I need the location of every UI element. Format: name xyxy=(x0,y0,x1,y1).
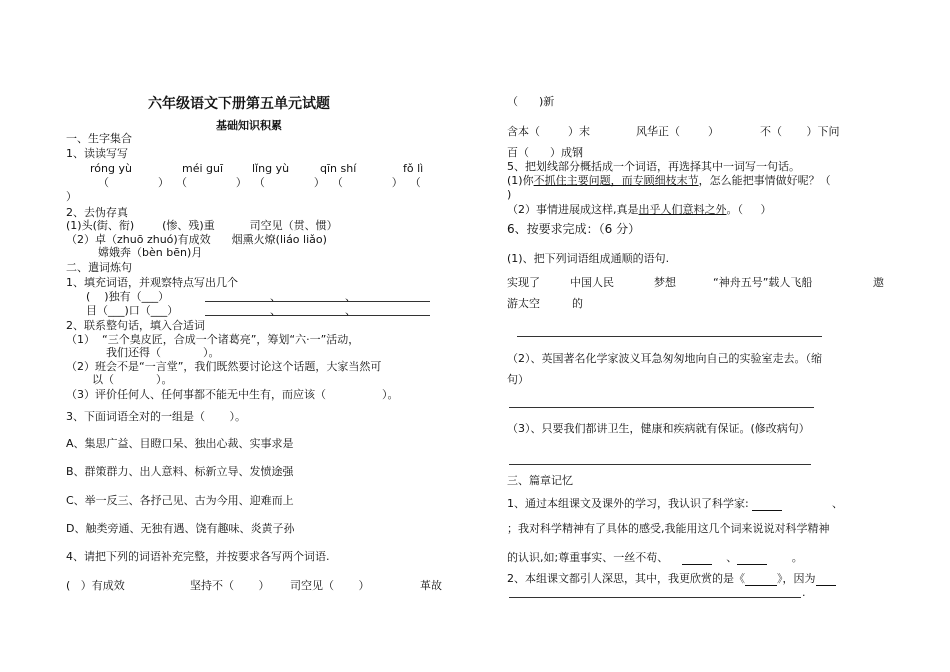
fill-words-row-1: ( )独有（___） xyxy=(86,290,170,303)
answer-blank[interactable] xyxy=(752,497,782,511)
answer-line[interactable] xyxy=(205,315,430,316)
separator-mark: 、 xyxy=(270,290,281,303)
option-b[interactable]: B、群策群力、出人意料、标新立导、发愤途强 xyxy=(66,465,294,478)
scientists-separator: 、 xyxy=(832,497,843,510)
sentence-1-line-a: （1） “三个臭皮匠，合成一个诸葛亮”，筹划“六·一”活动， xyxy=(66,333,360,346)
order-word-1: 实现了 xyxy=(507,276,540,289)
sentence-3: （3）评价任何人、任何事都不能无中生有，而应该（ ）。 xyxy=(66,388,399,401)
question-complete-words: 4、请把下列的词语补充完整，并按要求各写两个词语. xyxy=(66,550,330,563)
fill-words-row-2: 目（___)口（___） xyxy=(86,304,179,317)
summarize-sentence-2: （2）事情进展成这样,真是出乎人们意料之外。（ ） xyxy=(507,203,772,216)
answer-line[interactable] xyxy=(517,336,822,337)
question-correct-characters: 2、去伪存真 xyxy=(66,206,128,219)
order-word-2: 中国人民 xyxy=(570,276,614,289)
question-choose-group: 3、下面词语全对的一组是（ ）。 xyxy=(66,410,246,423)
word-item-2: 坚持不（ ） xyxy=(190,579,270,592)
word-item-fenghua: 风华正（ ） xyxy=(636,125,719,138)
section-three-heading: 三、篇章记忆 xyxy=(507,474,573,487)
summarize-sentence-1-close: ) xyxy=(507,188,512,201)
order-word-5: 遨 xyxy=(873,276,884,289)
order-word-4: “神舟五号”载人飞船 xyxy=(713,276,813,289)
word-item-benmo: 含本（ ）末 xyxy=(507,125,590,138)
summarize-sentence-1: (1)你不抓住主要问题，而专顾细枝末节，怎么能把事情做好呢？（ xyxy=(507,174,831,187)
option-c[interactable]: C、举一反三、各抒己见、古为今用、迎难而上 xyxy=(66,494,294,507)
word-item-xiawen: 不（ ）下问 xyxy=(760,125,840,138)
sentence-2-line-a: （2）班会不是“一言堂”，我们既然要讨论这个话题，大家当然可 xyxy=(66,360,382,373)
page-title: 六年级语文下册第五单元试题 xyxy=(148,96,330,112)
question-read-write: 1、读读写写 xyxy=(66,147,128,160)
question-requirements: 6、按要求完成：（6 分） xyxy=(507,222,641,236)
scientific-spirit-words: 的认识,如;尊重事实、一丝不苟、 、 。 xyxy=(507,551,803,564)
word-item-chenggang: 百（ ）成钢 xyxy=(507,146,583,159)
answer-blank[interactable] xyxy=(816,572,836,586)
answer-line[interactable] xyxy=(509,407,814,408)
question-shorten-end: 句） xyxy=(507,373,529,386)
question-favorite-text: 2、本组课文都引人深思，其中，我更欣赏的是《 》，因为 xyxy=(507,572,836,586)
correct-characters-line-2: （2）卓（zhuō zhuó)有成效 烟熏火燎(liáo liǎo) xyxy=(66,233,327,246)
pinyin-answer-boxes[interactable]: （ ） （ ） （ ） （ ） （ xyxy=(98,176,421,189)
pinyin-3: lǐng yù xyxy=(252,162,290,175)
correct-characters-line-3: 嫦娥奔（bèn bēn)月 xyxy=(98,246,203,259)
separator-mark: 、 xyxy=(345,290,356,303)
answer-line[interactable] xyxy=(205,301,430,302)
pinyin-2: méi guī xyxy=(182,162,224,175)
separator-mark: 、 xyxy=(270,304,281,317)
order-word-7: 的 xyxy=(572,297,583,310)
section-subtitle: 基础知识积累 xyxy=(216,119,282,132)
answer-line[interactable] xyxy=(509,464,811,465)
answer-blank[interactable] xyxy=(737,551,767,565)
answer-blank[interactable] xyxy=(682,551,712,565)
answer-blank[interactable] xyxy=(745,572,777,586)
question-summarize: 5、把划线部分概括成一个词语，再选择其中一词写一句话。 xyxy=(507,160,800,173)
section-one-heading: 一、生字集合 xyxy=(66,132,132,145)
underlined-phrase: 出乎人们意料之外 xyxy=(638,203,727,216)
pinyin-5: fǒ lì xyxy=(403,162,424,175)
option-d[interactable]: D、触类旁通、无独有遇、饶有趣味、炎黄子孙 xyxy=(66,522,295,535)
question-fix-sentence: （3）、只要我们都讲卫生，健康和疾病就有保证。(修改病句） xyxy=(507,422,810,435)
pinyin-1: róng yù xyxy=(90,162,132,175)
word-item-4: 革故 xyxy=(420,579,442,592)
word-item-1: ( ）有成效 xyxy=(66,579,125,592)
sentence-2-line-b: 以（ ）。 xyxy=(92,373,173,386)
question-fill-sentence: 2、联系整句话，填入合适词 xyxy=(66,319,205,332)
sentence-1-line-b: 我们还得（ ）。 xyxy=(106,346,220,359)
answer-line[interactable] xyxy=(509,597,801,598)
pinyin-answer-close: ） xyxy=(66,190,77,203)
order-word-3: 梦想 xyxy=(654,276,676,289)
underlined-phrase: 不抓住主要问题，而专顾细枝末节 xyxy=(533,174,699,187)
correct-characters-line-1: (1)头(街、衔) (惨、残)重 司空见（贯、惯） xyxy=(66,219,338,232)
order-word-6: 游太空 xyxy=(507,297,540,310)
pinyin-4: qīn shí xyxy=(320,162,357,175)
separator-mark: 、 xyxy=(345,304,356,317)
word-item-xin: （ )新 xyxy=(507,95,555,108)
question-shorten: （2）、英国著名化学家波义耳急匆匆地向自己的实验室走去。（缩 xyxy=(507,352,822,365)
question-fill-words: 1、填充词语，并观察特点写出几个 xyxy=(66,276,238,289)
scientific-spirit-line: ；我对科学精神有了具体的感受,我能用这几个词来说说对科学精神 xyxy=(507,522,830,535)
section-two-heading: 二、遣词炼句 xyxy=(66,261,132,274)
question-scientists: 1、通过本组课文及课外的学习，我认识了科学家: xyxy=(507,497,782,511)
question-order-words: (1)、把下列词语组成通顺的语句. xyxy=(507,252,670,265)
word-item-3: 司空见（ ） xyxy=(290,579,370,592)
option-a[interactable]: A、集思广益、目瞪口呆、独出心裁、实事求是 xyxy=(66,437,294,450)
favorite-text-end: . xyxy=(802,586,806,599)
